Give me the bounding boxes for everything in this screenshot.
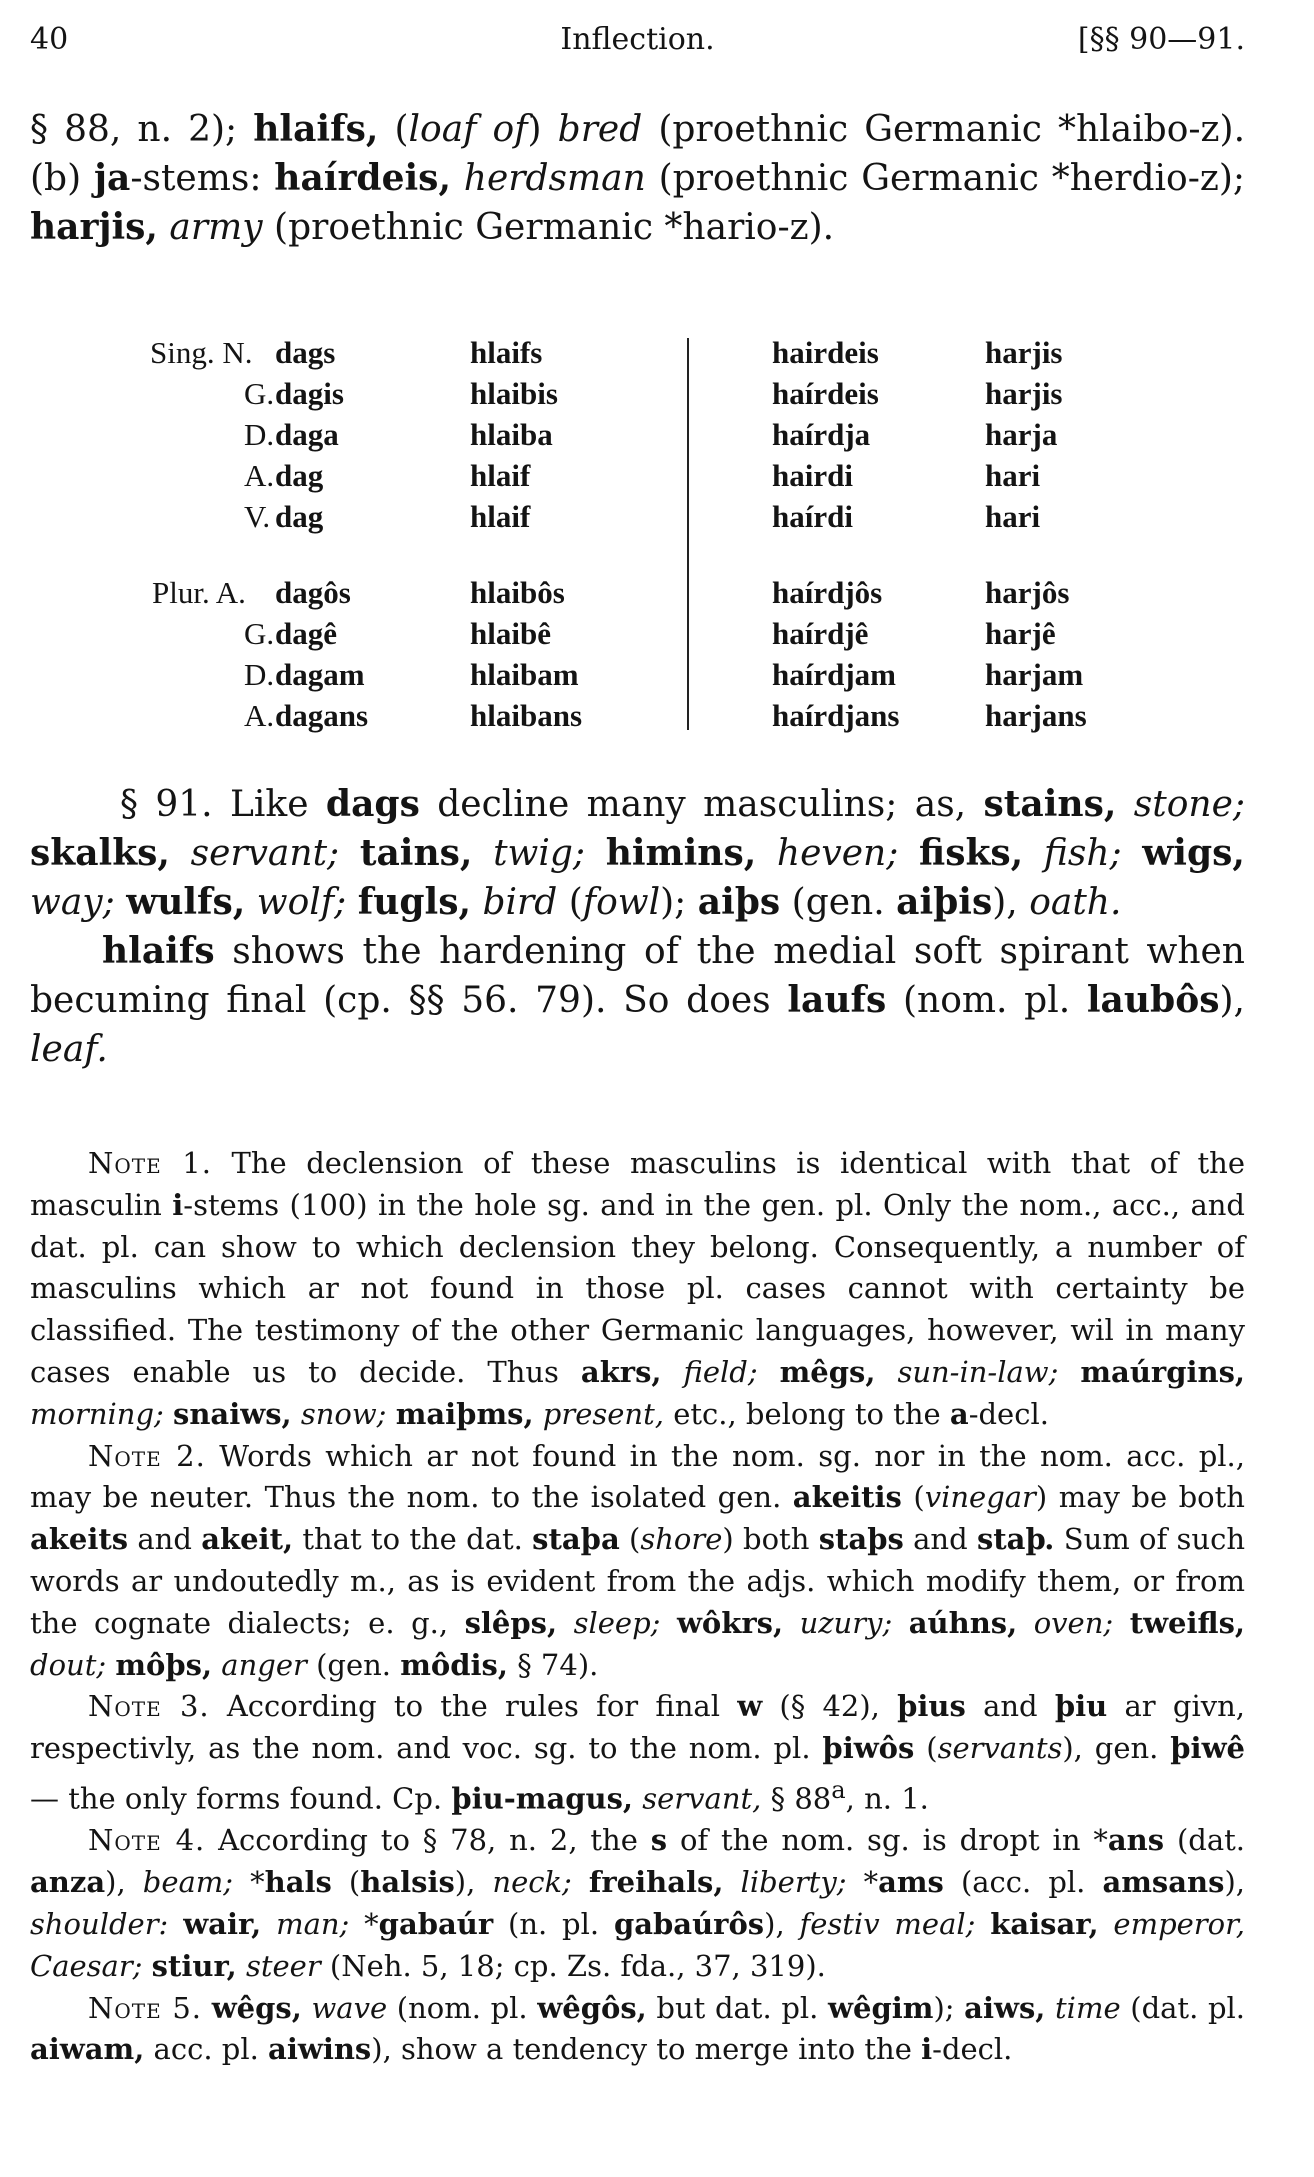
text-run: etc., belong to the: [663, 1396, 950, 1431]
gloss: emperor, Caesar;: [30, 1907, 1246, 1983]
note-label: Note 4.: [88, 1823, 206, 1858]
gloss: sun-in-law;: [897, 1354, 1059, 1389]
note-label: Note 1.: [88, 1146, 212, 1180]
gloss: heven;: [776, 833, 899, 874]
gloss: shore: [640, 1522, 723, 1557]
text-run: shows the hardening of the medial soft spirant when becuming final (cp. §§ 56. 79). So does: [30, 931, 1245, 1021]
gothic-word: môdis,: [400, 1647, 508, 1682]
cell-harjis: harja: [985, 417, 1058, 452]
gothic-word: maúrgins,: [1080, 1354, 1246, 1389]
gloss: servants: [937, 1731, 1063, 1766]
gothic-word: maiþms,: [395, 1396, 534, 1431]
gothic-word: slêps,: [464, 1605, 558, 1640]
cell-hairdeis: haírdjans: [772, 698, 900, 733]
cell-harjis: harjê: [985, 616, 1056, 651]
gloss: neck;: [492, 1865, 572, 1900]
text-run: but dat. pl.: [646, 1990, 829, 2025]
gothic-word: anza: [30, 1865, 106, 1900]
text-run: [292, 1397, 301, 1431]
gloss: anger: [221, 1647, 307, 1682]
note-3: [30, 1686, 1245, 1820]
table-row: [140, 654, 1140, 695]
text-run: (Neh. 5, 18; cp. Zs. fda., 37, 319).: [320, 1948, 826, 1983]
text-run: (: [557, 882, 583, 923]
cell-harjis: hari: [985, 499, 1041, 534]
gothic-word: aiws,: [964, 1990, 1046, 2025]
gloss: stone;: [1133, 784, 1245, 825]
text-run: [164, 1397, 173, 1431]
text-run: [106, 1648, 115, 1682]
text-run: -decl.: [932, 2032, 1013, 2067]
text-run: [892, 1606, 909, 1640]
gloss: oven;: [1033, 1605, 1114, 1640]
text-run: -stems:: [130, 158, 275, 199]
gothic-word: ja: [93, 157, 131, 199]
cell-hairdeis: haírdi: [772, 499, 853, 534]
gothic-word: staþs: [818, 1522, 904, 1557]
gothic-word: hlaifs,: [253, 108, 379, 150]
gothic-word: w: [737, 1689, 763, 1724]
gloss: fish;: [1043, 833, 1122, 874]
case-label: G.: [244, 376, 275, 411]
gloss: beam;: [142, 1865, 234, 1900]
cell-harjis: hari: [985, 458, 1041, 493]
gothic-word: ams: [878, 1865, 944, 1900]
gothic-word: aiwam,: [30, 2032, 145, 2067]
text-run: § 91. Like: [120, 784, 326, 825]
cell-dags: dag: [275, 499, 324, 534]
gloss: servant;: [190, 833, 340, 874]
text-run: ): [527, 109, 558, 150]
intro-paragraph: [30, 105, 1245, 252]
text-run: ),: [105, 1865, 143, 1900]
text-run: [1122, 833, 1143, 874]
text-run: -stems (100) in the hole sg. and in the gen. pl. Only the nom., acc., and dat. pl. can show to which declension they belong. Consequently, a number of masculins which ar not found in those pl. cases cannot with certainty be classified. The testimony of the other Germanic languages, however, wil in many cases enable us to decide. Thus: [30, 1187, 1245, 1389]
gloss: bred: [557, 109, 643, 150]
text-run: [1023, 833, 1044, 874]
text-run: § 88, n. 2);: [30, 109, 254, 150]
text-run: [1017, 1606, 1034, 1640]
gloss: dout;: [30, 1647, 107, 1682]
gloss: man;: [276, 1907, 350, 1941]
text-run: *: [349, 1907, 379, 1941]
text-run: [660, 1606, 677, 1640]
text-run: (gen.: [780, 882, 897, 923]
text-run: [1116, 784, 1133, 825]
gloss: present,: [542, 1396, 664, 1431]
text-run: [585, 833, 606, 874]
cell-dags: dagans: [275, 698, 369, 733]
cell-dags: dagis: [275, 376, 344, 411]
text-run: (nom. pl.: [886, 980, 1087, 1021]
text-run: Sum of such words ar undoutedly m., as is evident from the adjs. which modify them, or from the cognate dialects; e. g.,: [30, 1522, 1246, 1640]
cell-hlaifs: hlaif: [470, 499, 531, 534]
gothic-word: skalks,: [30, 832, 170, 874]
text-run: [261, 1907, 276, 1941]
table-row: [140, 373, 1140, 414]
gothic-word: amsans: [1102, 1865, 1225, 1900]
cell-hairdeis: haírdjam: [772, 657, 896, 692]
running-header: [30, 22, 1245, 62]
case-label: Sing. N.: [150, 335, 253, 370]
text-run: (: [901, 1480, 925, 1515]
text-run: *: [233, 1865, 265, 1900]
cell-hlaifs: hlaibis: [470, 376, 558, 411]
gothic-word: fugls,: [357, 881, 472, 923]
plural-block: [140, 572, 1140, 736]
text-run: (§ 42),: [762, 1689, 898, 1724]
text-run: (dat.: [1164, 1823, 1245, 1858]
superscript: a: [831, 1775, 846, 1804]
text-run: (: [331, 1865, 361, 1900]
text-run: [758, 1355, 780, 1389]
section-91: [30, 780, 1245, 1074]
paragraph: [30, 927, 1245, 1074]
case-label: A.: [244, 458, 275, 493]
text-run: [783, 1606, 800, 1640]
gothic-word: môþs,: [115, 1647, 213, 1682]
table-row: [140, 496, 1140, 537]
gloss: twig;: [493, 833, 586, 874]
table-row: [140, 695, 1140, 736]
case-label: Plur. A.: [152, 575, 246, 610]
text-run: ) may be both: [1035, 1480, 1245, 1515]
text-run: (proethnic Germanic *hlaibo-z). (b): [30, 109, 1246, 199]
table-row: [140, 572, 1140, 613]
gothic-word: laufs: [787, 979, 887, 1021]
note-1: [30, 1143, 1245, 1436]
text-run: [386, 1397, 395, 1431]
text-run: *: [846, 1865, 879, 1900]
text-run: (nom. pl.: [387, 1990, 538, 2025]
cell-hairdeis: haírdjôs: [772, 575, 883, 610]
text-run: [1058, 1355, 1080, 1389]
gothic-word: laubôs: [1086, 979, 1220, 1021]
text-run: of the nom. sg. is dropt in *: [667, 1823, 1108, 1858]
text-run: (proethnic Germanic *hario-z).: [262, 207, 835, 248]
note-label: Note 2.: [88, 1438, 206, 1473]
gothic-word: wôkrs,: [676, 1605, 784, 1640]
gloss: leaf.: [30, 1029, 108, 1070]
gloss: field;: [683, 1354, 758, 1389]
text-run: ),: [764, 1907, 800, 1941]
text-run: Words which ar not found in the nom. sg. nor in the nom. acc. pl., may be neuter. Thus the nom. to the isolated gen.: [30, 1438, 1245, 1515]
text-run: (: [914, 1731, 938, 1766]
gothic-word: freihals,: [588, 1865, 724, 1900]
text-run: );: [933, 1990, 965, 2025]
text-run: § 74).: [507, 1647, 599, 1682]
gothic-word: wigs,: [1142, 832, 1245, 874]
text-run: (proethnic Germanic *herdio-z);: [645, 158, 1246, 199]
gloss: servant,: [642, 1781, 762, 1816]
gothic-word: snaiws,: [173, 1396, 292, 1431]
cell-dags: dags: [275, 335, 336, 370]
gothic-word: halsis: [360, 1865, 455, 1900]
paradigm-table: [140, 332, 1140, 742]
gloss: uzury;: [799, 1605, 893, 1640]
gothic-word: tains,: [359, 832, 473, 874]
gloss: loaf of: [408, 109, 528, 150]
table-row: [140, 613, 1140, 654]
text-run: -decl.: [968, 1396, 1049, 1431]
gothic-word: aiwins: [268, 2032, 372, 2067]
gothic-word: tweifls,: [1129, 1605, 1246, 1640]
gothic-word: aúhns,: [908, 1605, 1018, 1640]
text-run: ),: [454, 1865, 493, 1900]
cell-hlaifs: hlaiba: [470, 417, 553, 452]
text-run: ), show a tendency to merge into the: [371, 2032, 922, 2067]
text-run: [723, 1865, 740, 1899]
gothic-word: þiwôs: [822, 1731, 915, 1766]
paragraph: [30, 780, 1245, 927]
text-run: ) both: [722, 1522, 819, 1557]
text-run: [898, 833, 919, 874]
text-run: and: [128, 1522, 202, 1557]
case-label: G.: [244, 616, 275, 651]
text-run: [471, 882, 482, 923]
gothic-word: i: [172, 1187, 184, 1222]
text-run: [633, 1782, 642, 1816]
gloss: vinegar: [924, 1480, 1036, 1515]
gothic-word: gabaúr: [378, 1907, 494, 1941]
text-run: [212, 1648, 221, 1682]
text-run: acc. pl.: [144, 2032, 269, 2067]
text-run: [168, 1907, 183, 1941]
table-row: [140, 414, 1140, 455]
gloss: wave: [311, 1990, 388, 2025]
cell-hairdeis: haírdeis: [772, 376, 879, 411]
note-5: [30, 1988, 1245, 2072]
gloss: time: [1055, 1990, 1121, 2025]
text-run: ),: [1219, 980, 1245, 1021]
gothic-word: aiþis: [896, 881, 993, 923]
text-run: [237, 1949, 246, 1983]
cell-hairdeis: hairdi: [772, 458, 853, 493]
cell-hlaifs: hlaifs: [470, 335, 543, 370]
gothic-word: hlaifs: [102, 930, 215, 972]
note-4: [30, 1820, 1245, 1987]
text-run: [1113, 1606, 1130, 1640]
text-run: [534, 1397, 543, 1431]
gothic-word: wêgs,: [211, 1990, 302, 2025]
text-run: ),: [992, 882, 1030, 923]
gothic-word: haírdeis,: [274, 157, 451, 199]
text-run: and: [965, 1689, 1055, 1724]
gothic-word: ans: [1107, 1823, 1165, 1858]
gothic-word: stiur,: [151, 1948, 237, 1983]
gloss: wolf;: [256, 882, 347, 923]
cell-hairdeis: haírdjê: [772, 616, 869, 651]
gothic-word: mêgs,: [779, 1354, 876, 1389]
gothic-word: i: [921, 2032, 933, 2067]
cell-dags: dag: [275, 458, 324, 493]
cell-hairdeis: haírdja: [772, 417, 871, 452]
singular-block: [140, 332, 1140, 537]
text-run: );: [660, 882, 698, 923]
gothic-word: wair,: [183, 1907, 262, 1941]
text-run: (: [619, 1522, 641, 1557]
table-row: [140, 455, 1140, 496]
gothic-word: aiþs: [697, 881, 781, 923]
text-run: (acc. pl.: [943, 1865, 1103, 1900]
cell-harjis: harjans: [985, 698, 1087, 733]
gothic-word: staþa: [532, 1522, 620, 1557]
text-run: § 88: [761, 1781, 832, 1816]
gothic-word: þius: [897, 1689, 966, 1724]
text-run: According to § 78, n. 2, the: [205, 1823, 651, 1858]
text-run: The declension of these masculins is identical with that of the masculin: [30, 1146, 1245, 1222]
gothic-word: akeits: [30, 1522, 129, 1557]
gothic-word: gabaúrôs: [613, 1907, 765, 1941]
text-run: decline many masculins; as,: [419, 784, 984, 825]
text-run: [115, 882, 126, 923]
text-run: [662, 1355, 684, 1389]
text-run: [1045, 1991, 1055, 2025]
text-run: (: [378, 109, 409, 150]
gothic-word: þiu-magus,: [451, 1781, 634, 1816]
gothic-word: fisks,: [919, 832, 1024, 874]
section-range: [§§ 90—91.: [1077, 22, 1245, 57]
cell-harjis: harjôs: [985, 575, 1070, 610]
gloss: army: [169, 207, 263, 248]
text-run: — the only forms found. Cp.: [30, 1781, 452, 1816]
gothic-word: a: [949, 1396, 969, 1431]
gothic-word: s: [650, 1823, 668, 1858]
text-run: [572, 1865, 589, 1899]
text-run: [756, 833, 777, 874]
text-run: (n. pl.: [493, 1907, 614, 1941]
cell-dags: dagôs: [275, 575, 351, 610]
gothic-word: wêgim: [828, 1990, 934, 2025]
cell-harjis: harjis: [985, 376, 1063, 411]
gloss: way;: [30, 882, 115, 923]
text-run: [158, 207, 169, 248]
gloss: shoulder:: [30, 1907, 169, 1941]
note-label: Note 5.: [88, 1990, 203, 2025]
cell-harjis: harjis: [985, 335, 1063, 370]
gloss: fowl: [582, 882, 661, 923]
table-row: [140, 332, 1140, 373]
gothic-word: akeitis: [792, 1480, 902, 1515]
text-run: (gen.: [306, 1647, 401, 1682]
text-run: [451, 158, 464, 199]
gloss: sleep;: [573, 1605, 661, 1640]
gothic-word: wêgôs,: [537, 1990, 647, 2025]
text-run: [202, 1991, 212, 2025]
running-title: Inflection.: [560, 22, 715, 57]
gloss: morning;: [30, 1396, 164, 1431]
gloss: bird: [482, 882, 558, 923]
gothic-word: hals: [264, 1865, 332, 1900]
text-run: [142, 1949, 151, 1983]
gothic-word: stains,: [983, 783, 1117, 825]
gloss: liberty;: [740, 1865, 847, 1900]
gothic-word: þiwê: [1170, 1731, 1245, 1766]
cell-harjis: harjam: [985, 657, 1084, 692]
text-run: [975, 1907, 990, 1941]
case-label: A.: [244, 698, 275, 733]
cell-dags: daga: [275, 417, 339, 452]
gothic-word: akrs,: [580, 1354, 662, 1389]
text-run: (dat. pl.: [1120, 1990, 1246, 2025]
gothic-word: harjis,: [30, 206, 158, 248]
gothic-word: staþ.: [976, 1522, 1055, 1557]
cell-dags: dagam: [275, 657, 365, 692]
case-label: V.: [244, 499, 271, 534]
text-run: and: [903, 1522, 977, 1557]
case-label: D.: [244, 417, 275, 452]
gothic-word: kaisar,: [990, 1907, 1099, 1941]
cell-hlaifs: hlaibam: [470, 657, 579, 692]
text-run: , n. 1.: [845, 1781, 929, 1816]
notes: [30, 1143, 1245, 2071]
text-run: [1099, 1907, 1114, 1941]
gloss: festiv meal;: [799, 1907, 976, 1941]
text-run: [875, 1355, 897, 1389]
note-2: [30, 1436, 1245, 1687]
text-run: According to the rules for final: [209, 1689, 738, 1724]
cell-dags: dagê: [275, 616, 337, 651]
gloss: oath.: [1029, 882, 1122, 923]
text-run: that to the dat.: [293, 1522, 533, 1557]
note-label: Note 3.: [88, 1689, 210, 1724]
cell-hlaifs: hlaibê: [470, 616, 551, 651]
text-run: ),: [1224, 1865, 1246, 1900]
text-run: [245, 882, 256, 923]
gothic-word: dags: [325, 783, 420, 825]
case-label: D.: [244, 657, 275, 692]
text-run: ar givn, respectivly, as the nom. and voc. sg. to the nom. pl.: [30, 1689, 1246, 1766]
gloss: snow;: [300, 1396, 387, 1431]
text-run: ), gen.: [1062, 1731, 1171, 1766]
text-run: [346, 882, 357, 923]
gloss: steer: [245, 1948, 321, 1983]
cell-hlaifs: hlaif: [470, 458, 531, 493]
text-run: [557, 1606, 574, 1640]
gothic-word: himins,: [605, 832, 757, 874]
text-run: [472, 833, 493, 874]
gothic-word: wulfs,: [126, 881, 246, 923]
gothic-word: akeit,: [201, 1522, 294, 1557]
gloss: herdsman: [463, 158, 646, 199]
text-run: [339, 833, 360, 874]
cell-hairdeis: hairdeis: [772, 335, 879, 370]
cell-hlaifs: hlaibôs: [470, 575, 565, 610]
page-number: 40: [30, 22, 69, 57]
cell-hlaifs: hlaibans: [470, 698, 583, 733]
text-run: [170, 833, 191, 874]
gothic-word: þiu: [1054, 1689, 1108, 1724]
